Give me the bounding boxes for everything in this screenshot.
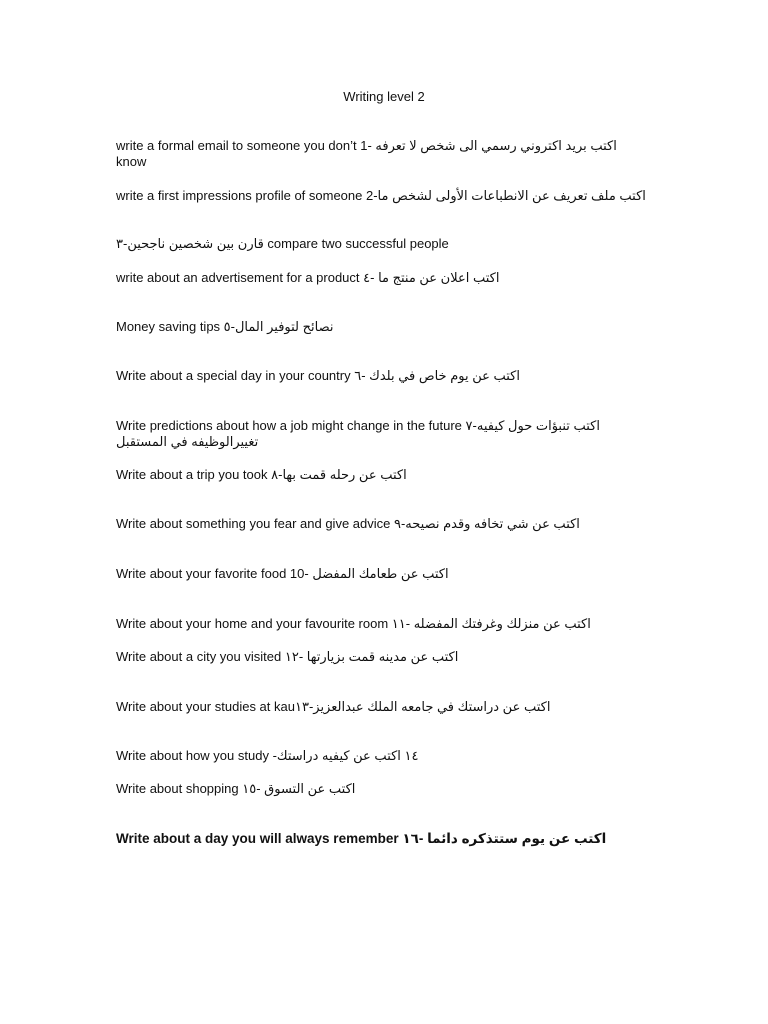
list-item-11 <box>116 616 656 632</box>
item-text: Write about a trip you took ‫اكتب عن رحله قمت بها-٨‬ <box>116 467 407 482</box>
item-text: Write about shopping ‫اكتب عن التسوق -١٥‬ <box>116 781 356 796</box>
item-text: Write about your studies at kau‫اكتب عن دراستك في جامعه الملك عبدالعزيز-١٣‬ <box>116 699 551 714</box>
list-item-3 <box>116 236 656 252</box>
item-text: ‫قارن بين شخصين ناجحين-٣‬ compare two successful people <box>116 236 449 251</box>
item-text: Write about a special day in your country ‫اكتب عن يوم خاص في بلدك -٦‬ <box>116 368 520 383</box>
list-item-10 <box>116 566 656 582</box>
document-title: Writing level 2 <box>343 89 425 104</box>
list-item-12 <box>116 649 656 665</box>
list-item-13 <box>116 699 656 715</box>
list-item-16 <box>116 831 656 847</box>
list-item-5 <box>116 319 656 335</box>
list-item-2 <box>116 188 656 204</box>
item-text: Money saving tips ‫نصائح لتوفير المال-٥‬ <box>116 319 334 334</box>
list-item-4 <box>116 270 656 286</box>
item-text: Write about a day you will always remember ‫اكتب عن يوم ستتذكره دائما -١٦‬ <box>116 831 607 846</box>
item-text: write a first impressions profile of someone ‫اكتب ملف تعريف عن الانطباعات الأولى لشخص ما‬-2 <box>116 188 646 203</box>
list-item-15 <box>116 781 656 797</box>
item-text: write a formal email to someone you don’t ‫اكتب بريد اكتروني رسمي الى شخص لا تعرفه‬ -1 <box>116 138 617 153</box>
item-text: Write about something you fear and give advice ‫اكتب عن شي تخافه وقدم نصيحه-٩‬ <box>116 516 580 531</box>
item-text: Write about a city you visited ‫اكتب عن مدينه قمت بزيارتها -١٢‬ <box>116 649 459 664</box>
item-text: Write about how you study ‫١٤ اكتب عن كيفيه دراستك-‬ <box>116 748 419 763</box>
item-text: Write predictions about how a job might change in the future ‫اكتب تنبؤات حول كيفيه-٧‬ <box>116 418 600 433</box>
item-text-continuation: ‫تغييرالوظيفه في المستقبل‬ <box>116 434 259 449</box>
item-text-continuation: know <box>116 154 147 169</box>
item-text: write about an advertisement for a product ‫اكتب اعلان عن منتج ما -٤‬ <box>116 270 500 285</box>
list-item-8 <box>116 467 656 483</box>
item-text: Write about your home and your favourite room ‫اكتب عن منزلك وغرفتك المفضله -١١‬ <box>116 616 591 631</box>
list-item-14 <box>116 748 656 764</box>
list-item-6 <box>116 368 656 384</box>
list-item-7 <box>116 418 656 450</box>
list-item-9 <box>116 516 656 532</box>
list-item-1 <box>116 138 656 170</box>
item-text: Write about your favorite food 10- ‫اكتب عن طعامك المفضل‬ <box>116 566 449 581</box>
